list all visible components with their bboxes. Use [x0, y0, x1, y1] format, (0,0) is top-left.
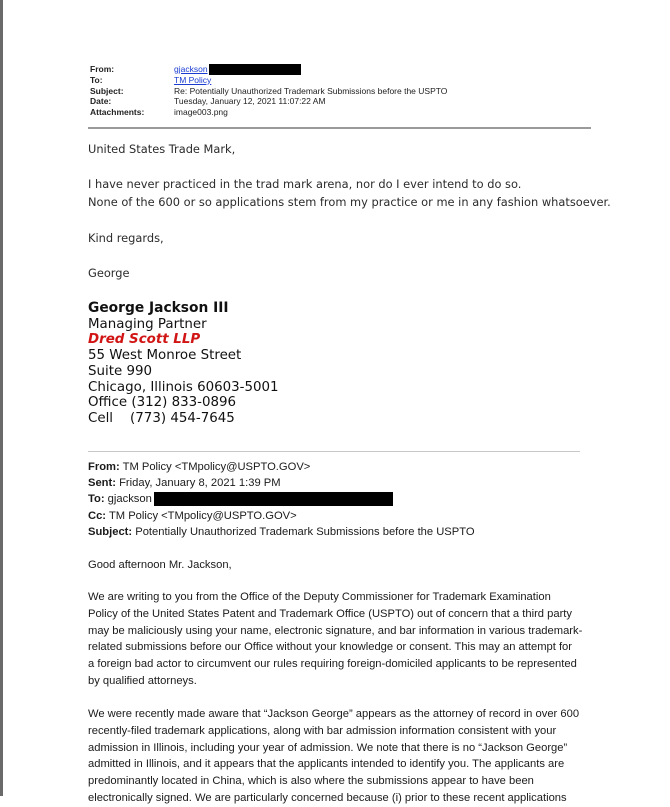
header-to-link[interactable]: TM Policy: [174, 74, 212, 85]
signature-city: Chicago, Illinois 60603-5001: [88, 380, 279, 395]
forward-from-value: TM Policy <TMpolicy@USPTO.GOV>: [122, 461, 311, 473]
paragraph-line: a foreign bad actor to circumvent our rules requiring foreign-domiciled applicants to be represented: [88, 658, 577, 671]
reply-closing: Kind regards,: [88, 231, 164, 245]
header-date-value: Tuesday, January 12, 2021 11:07:22 AM: [174, 96, 326, 107]
letter-paragraph-2: [88, 706, 593, 807]
forward-divider: [88, 451, 580, 452]
forward-cc-value: TM Policy <TMpolicy@USPTO.GOV>: [108, 510, 297, 522]
header-subject-row: [90, 86, 447, 97]
redaction-box: [154, 492, 393, 506]
signature-name: George Jackson III: [88, 300, 229, 316]
header-attachments-row: [90, 107, 447, 118]
redaction-box: [209, 64, 301, 75]
header-date-label: Date:: [90, 96, 112, 107]
header-from-label: From:: [90, 64, 115, 74]
header-from-value-wrap: [174, 64, 301, 75]
signature-suite: Suite 990: [88, 364, 153, 379]
forward-sent-value: Friday, January 8, 2021 1:39 PM: [119, 477, 281, 489]
forward-subject-row: [88, 524, 475, 540]
paragraph-line: recently-filed trademark applications, along with bar admission information consistent with your: [88, 724, 557, 737]
paragraph-line: electronically signed. We are particularly concerned because (i) prior to these recent applications: [88, 791, 567, 804]
reply-line-2: None of the 600 or so applications stem from my practice or me in any fashion whatsoever.: [88, 195, 611, 209]
reply-line-1: I have never practiced in the trad mark arena, nor do I ever intend to do so.: [88, 177, 522, 191]
signature-cell-phone: Cell (773) 454-7645: [88, 411, 235, 426]
forward-cc-row: [88, 508, 297, 524]
signature-firm: Dred Scott LLP: [88, 332, 201, 347]
paragraph-line: admission in Illinois, including your year of admission. We note that there is no “Jackson George”: [88, 741, 568, 754]
signature-office-phone: Office (312) 833-0896: [88, 395, 237, 410]
paragraph-line: by qualified attorneys.: [88, 674, 197, 687]
paragraph-line: predominantly located in China, which is also where the submissions appear to have been: [88, 775, 534, 788]
forward-to-row: [88, 491, 393, 507]
paragraph-line: We were recently made aware that “Jackson George” appears as the attorney of record in over 600: [88, 708, 580, 720]
header-attachments-label: Attachments:: [90, 107, 145, 118]
forward-to-value: gjackson: [107, 493, 152, 505]
forward-from-row: [88, 459, 310, 475]
paragraph-line: Policy of the United States Patent and Trademark Office (USPTO) out of concern that a third party: [88, 607, 572, 620]
letter-greeting: Good afternoon Mr. Jackson,: [88, 559, 232, 571]
header-from-link[interactable]: gjackson: [174, 64, 208, 74]
forward-cc-label: Cc:: [88, 510, 107, 522]
paragraph-line: may be maliciously using your name, electronic signature, and bar information in various trademark-: [88, 624, 583, 637]
reply-greeting: United States Trade Mark,: [88, 142, 236, 156]
header-attachments-value: image003.png: [174, 107, 228, 118]
forward-sent-row: [88, 475, 281, 491]
header-to-label: To:: [90, 74, 103, 85]
signature-title: Managing Partner: [88, 317, 207, 332]
paragraph-line: related submissions before our Office without your knowledge or consent. This may an attempt for: [88, 641, 573, 654]
forward-to-label: To:: [88, 493, 105, 505]
header-date-row: [90, 96, 447, 107]
signature-street: 55 West Monroe Street: [88, 348, 242, 363]
header-divider: [88, 127, 591, 129]
letter-paragraph-1: [88, 589, 593, 690]
paragraph-line: admitted in Illinois, and it appears that the applicants intended to identify you. The applicants are: [88, 758, 565, 771]
header-subject-label: Subject:: [90, 85, 124, 96]
forward-subject-value: Potentially Unauthorized Trademark Submissions before the USPTO: [135, 526, 475, 538]
header-subject-value: Re: Potentially Unauthorized Trademark Submissions before the USPTO: [174, 85, 448, 96]
reply-sign-name: George: [88, 266, 130, 280]
forward-from-label: From:: [88, 461, 120, 473]
paragraph-line: We are writing to you from the Office of the Deputy Commissioner for Trademark Examination: [88, 591, 551, 603]
email-header: [90, 64, 447, 118]
header-to-row: [90, 75, 447, 86]
header-from-row: [90, 64, 447, 75]
forward-subject-label: Subject:: [88, 526, 133, 538]
forward-sent-label: Sent:: [88, 477, 116, 489]
